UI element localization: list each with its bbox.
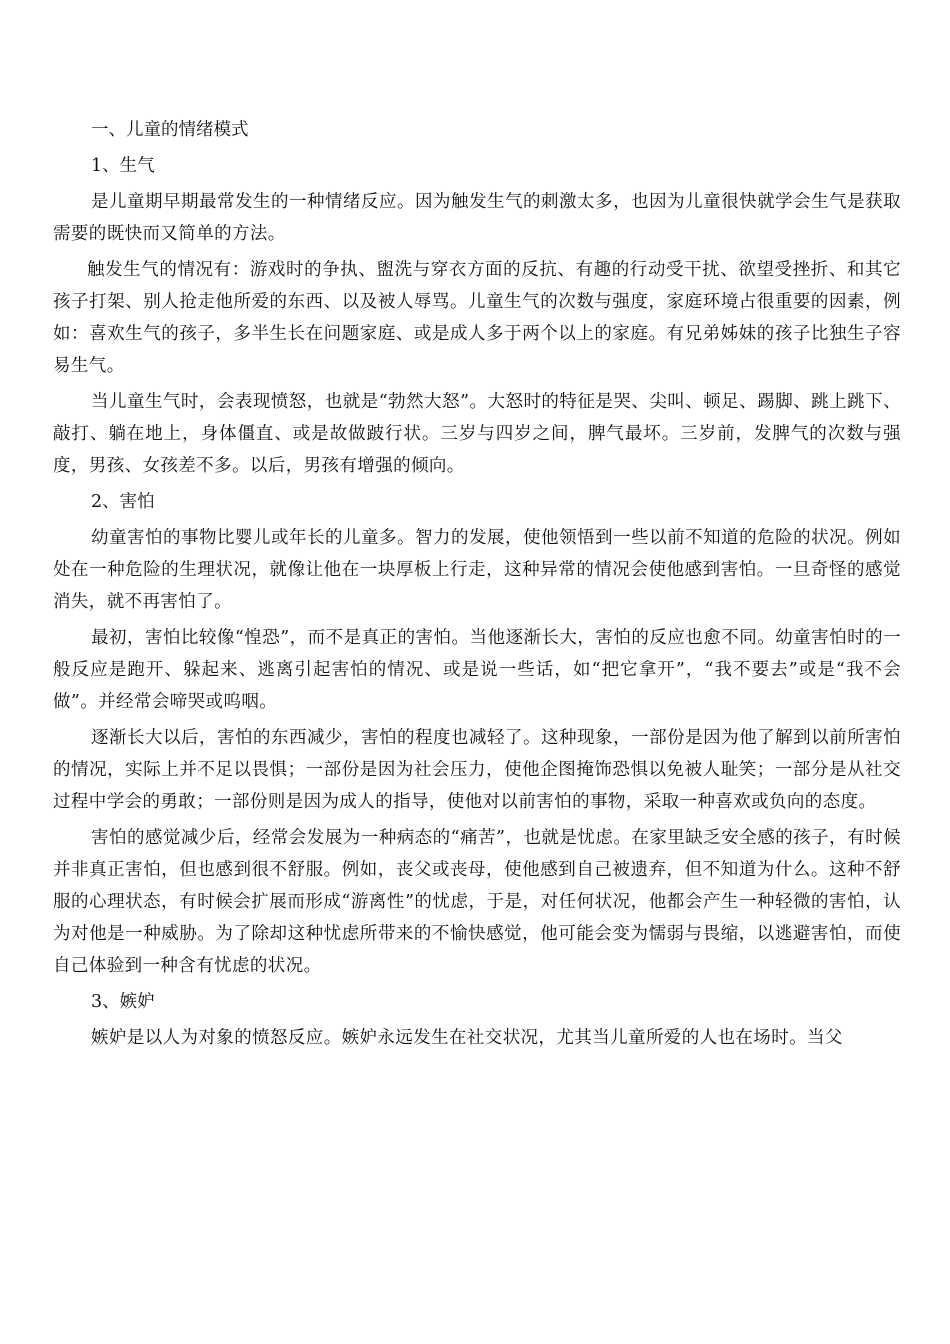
subsection-heading-anger: 1、生气: [91, 156, 155, 176]
subsection-heading-jealousy: 3、嫉妒: [91, 992, 155, 1012]
paragraph: 触发生气的情况有：游戏时的争执、盥洗与穿衣方面的反抗、有趣的行动受干扰、欲望受挫折、和其它孩子打架、别人抢走他所爱的东西、以及被人辱骂。儿童生气的次数与强度，家庭环境占很重要的因素，例如：喜欢生气的孩子，多半生长在问题家庭、或是成人多于两个以上的家庭。有兄弟姊妹的孩子比独生子容易生气。: [53, 260, 901, 376]
paragraph: 逐渐长大以后，害怕的东西减少，害怕的程度也减轻了。这种现象，一部份是因为他了解到以前所害怕的情况，实际上并不足以畏惧；一部份是因为社会压力，使他企图掩饰恐惧以免被人耻笑；一部分是从社交过程中学会的勇敢；一部份则是因为成人的指导，使他对以前害怕的事物，采取一种喜欢或负向的态度。: [53, 728, 901, 812]
section-heading: 一、儿童的情绪模式: [91, 120, 249, 140]
subsection-heading-fear: 2、害怕: [91, 492, 155, 512]
document-page: [53, 114, 901, 1058]
paragraph: 最初，害怕比较像“惶恐”，而不是真正的害怕。当他逐渐长大，害怕的反应也愈不同。幼童害怕时的一般反应是跑开、躲起来、逃离引起害怕的情况、或是说一些话，如“把它拿开”，“我不要去”或是“我不会做”。并经常会啼哭或呜咽。: [53, 628, 901, 712]
paragraph: 害怕的感觉减少后，经常会发展为一种病态的“痛苦”，也就是忧虑。在家里缺乏安全感的孩子，有时候并非真正害怕，但也感到很不舒服。例如，丧父或丧母，使他感到自己被遗弃，但不知道为什么。这种不舒服的心理状态，有时候会扩展而形成“游离性”的忧虑，于是，对任何状况，他都会产生一种轻微的害怕，认为对他是一种威胁。为了除却这种忧虑所带来的不愉快感觉，他可能会变为懦弱与畏缩，以逃避害怕，而使自己体验到一种含有忧虑的状况。: [53, 828, 901, 976]
paragraph: 当儿童生气时，会表现愤怒，也就是“勃然大怒”。大怒时的特征是哭、尖叫、顿足、踢脚、跳上跳下、敲打、躺在地上，身体僵直、或是故做跛行状。三岁与四岁之间，脾气最坏。三岁前，发脾气的次数与强度，男孩、女孩差不多。以后，男孩有增强的倾向。: [53, 392, 901, 476]
paragraph: 幼童害怕的事物比婴儿或年长的儿童多。智力的发展，使他领悟到一些以前不知道的危险的状况。例如处在一种危险的生理状况，就像让他在一块厚板上行走，这种异常的情况会使他感到害怕。一旦奇怪的感觉消失，就不再害怕了。: [53, 528, 901, 612]
paragraph: 是儿童期早期最常发生的一种情绪反应。因为触发生气的刺激太多，也因为儿童很快就学会生气是获取需要的既快而又简单的方法。: [53, 192, 901, 244]
paragraph: 嫉妒是以人为对象的愤怒反应。嫉妒永远发生在社交状况，尤其当儿童所爱的人也在场时。当父: [91, 1028, 843, 1048]
